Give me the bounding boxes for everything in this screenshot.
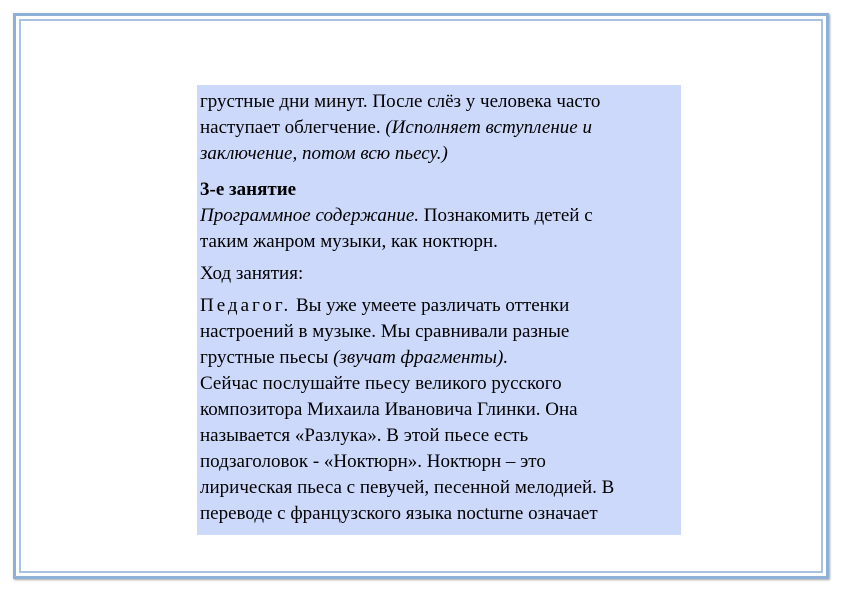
paragraph-line: лирическая пьеса с певучей, песенной мелодией. В bbox=[200, 477, 615, 498]
text-box bbox=[197, 85, 681, 535]
paragraph-line bbox=[200, 293, 681, 319]
text-run: грустные пьесы bbox=[200, 347, 334, 368]
stage-direction: (звучат фрагменты). bbox=[333, 347, 509, 368]
paragraph-line: Сейчас послушайте пьесу великого русского bbox=[200, 373, 562, 394]
paragraph-line bbox=[200, 345, 681, 371]
lesson-heading: 3-е занятие bbox=[200, 179, 297, 200]
paragraph-line: переводе с французского языка nocturne означает bbox=[200, 503, 598, 524]
paragraph-line: грустные дни минут. После слёз у человека часто bbox=[200, 91, 601, 112]
paragraph-line bbox=[200, 115, 681, 141]
paragraph-line: настроений в музыке. Мы сравнивали разные bbox=[200, 321, 570, 342]
paragraph-line: таким жанром музыки, как ноктюрн. bbox=[200, 231, 498, 252]
stage-direction: (Исполняет вступление и bbox=[385, 117, 592, 138]
text-run: наступает облегчение. bbox=[200, 117, 386, 138]
stage-direction: заключение, потом всю пьесу.) bbox=[200, 143, 448, 164]
speaker-label: Педагог. bbox=[200, 295, 292, 316]
paragraph-line: композитора Михаила Ивановича Глинки. Она bbox=[200, 399, 578, 420]
program-label: Программное содержание. bbox=[200, 205, 420, 226]
course-label: Ход занятия: bbox=[200, 263, 304, 284]
text-run: Вы уже умеете различать оттенки bbox=[291, 295, 570, 316]
text-run: Познакомить детей с bbox=[419, 205, 593, 226]
paragraph-line: подзаголовок - «Ноктюрн». Ноктюрн – это bbox=[200, 451, 546, 472]
paragraph-line bbox=[200, 203, 681, 229]
paragraph-line: называется «Разлука». В этой пьесе есть bbox=[200, 425, 529, 446]
